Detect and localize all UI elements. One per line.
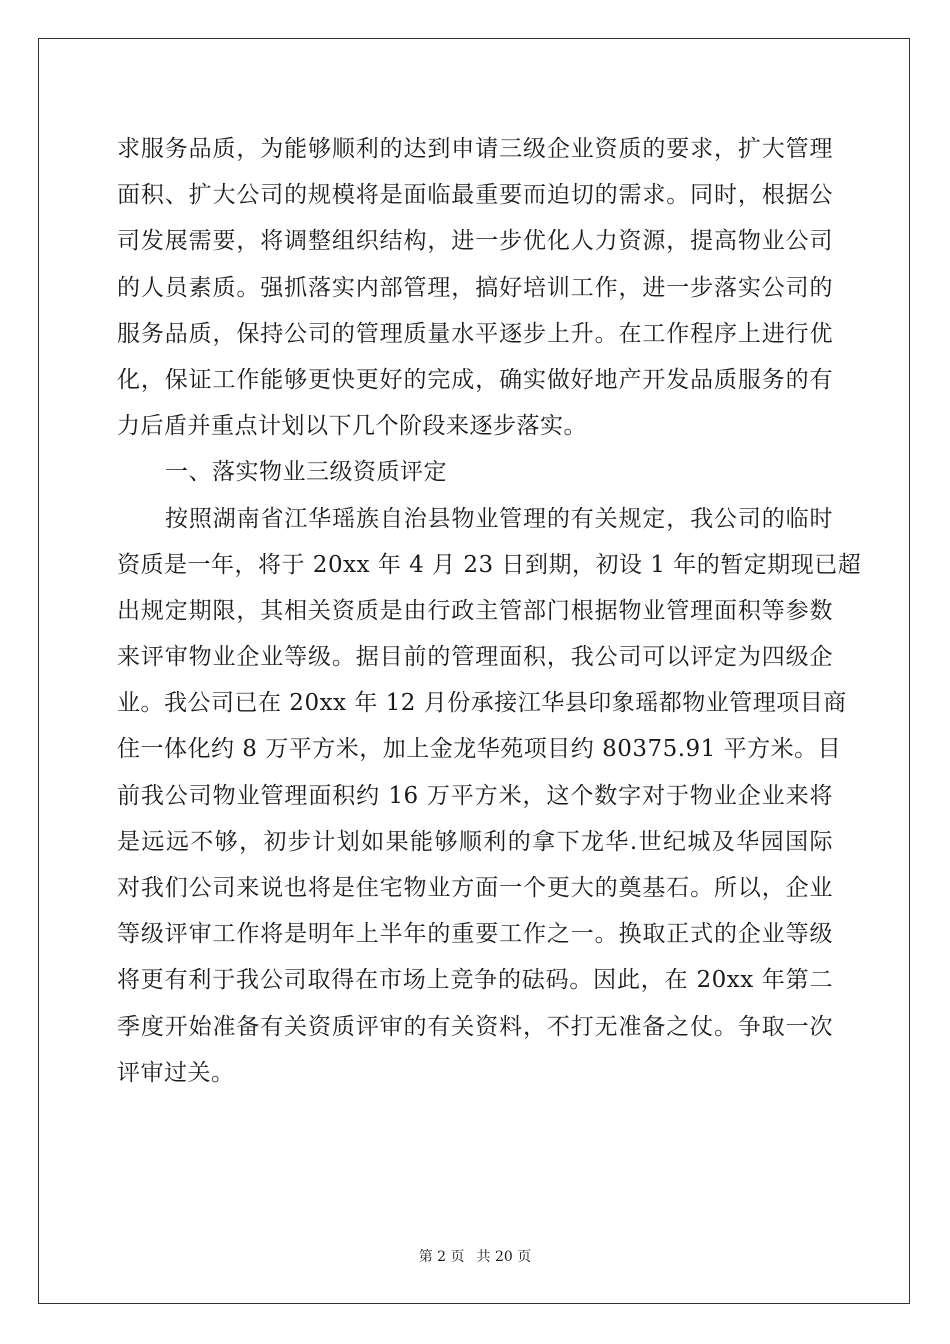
text-line: 将更有利于我公司取得在市场上竞争的砝码。因此，在 20xx 年第二 bbox=[117, 967, 833, 994]
text-line: 服务品质，保持公司的管理质量水平逐步上升。在工作程序上进行优 bbox=[117, 320, 833, 347]
text-line: 资质是一年，将于 20xx 年 4 月 23 日到期，初设 1 年的暂定期现已超 bbox=[117, 551, 862, 578]
text-line: 出规定期限，其相关资质是由行政主管部门根据物业管理面积等参数 bbox=[117, 597, 833, 624]
text-line: 面积、扩大公司的规模将是面临最重要而迫切的需求。同时，根据公 bbox=[117, 182, 833, 209]
text-line: 求服务品质，为能够顺利的达到申请三级企业资质的要求，扩大管理 bbox=[117, 136, 833, 162]
text-line: 是远远不够，初步计划如果能够顺利的拿下龙华.世纪城及华园国际 bbox=[117, 828, 833, 855]
text-line: 季度开始准备有关资质评审的有关资料，不打无准备之仗。争取一次 bbox=[117, 1013, 833, 1040]
page-footer bbox=[0, 1246, 950, 1266]
text-line: 评审过关。 bbox=[117, 1059, 235, 1086]
text-line: 按照湖南省江华瑶族自治县物业管理的有关规定，我公司的临时 bbox=[165, 505, 833, 532]
section-heading: 一、落实物业三级资质评定 bbox=[165, 459, 447, 486]
text-line: 来评审物业企业等级。据目前的管理面积，我公司可以评定为四级企 bbox=[117, 644, 833, 671]
text-line: 司发展需要，将调整组织结构，进一步优化人力资源，提高物业公司 bbox=[117, 228, 833, 255]
text-line: 力后盾并重点计划以下几个阶段来逐步落实。 bbox=[117, 413, 587, 440]
text-line: 前我公司物业管理面积约 16 万平方米，这个数字对于物业企业来将 bbox=[117, 782, 833, 809]
text-line: 住一体化约 8 万平方米，加上金龙华苑项目约 80375.91 平方米。目 bbox=[117, 736, 842, 763]
page-total: 共 20 页 bbox=[476, 1249, 532, 1265]
text-line: 等级评审工作将是明年上半年的重要工作之一。换取正式的企业等级 bbox=[117, 921, 833, 948]
document-body bbox=[117, 126, 862, 1096]
text-line: 化，保证工作能够更快更好的完成，确实做好地产开发品质服务的有 bbox=[117, 366, 833, 393]
text-line: 对我们公司来说也将是住宅物业方面一个更大的奠基石。所以，企业 bbox=[117, 875, 833, 901]
text-line: 业。我公司已在 20xx 年 12 月份承接江华县印象瑶都物业管理项目商 bbox=[117, 690, 847, 717]
page-number: 第 2 页 bbox=[418, 1249, 465, 1265]
text-line: 的人员素质。强抓落实内部管理，搞好培训工作，进一步落实公司的 bbox=[117, 274, 833, 301]
